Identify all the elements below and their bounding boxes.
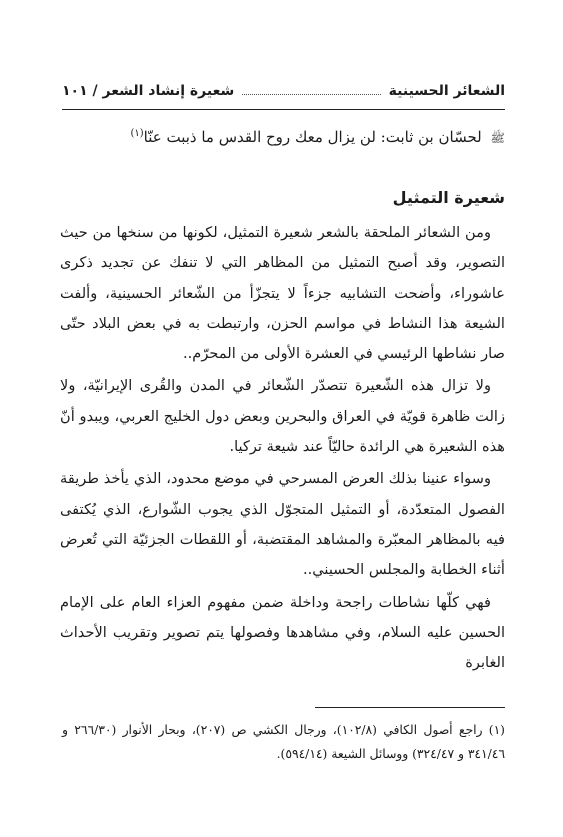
book-title: الشعائر الحسينية [388, 83, 505, 99]
quote-text: لحسّان بن ثابت: لن يزال معك روح القدس ما ذببت عنّا [143, 128, 482, 146]
salawat-honorific-icon: ﷺ [490, 131, 505, 145]
footnote-marker: (١) [130, 128, 144, 139]
paragraph: وسواء عنينا بذلك العرض المسرحي في موضع محدود، الذي يأخذ طريقة الفصول المتعدّدة، أو التمثيل المتجوّل الذي يجوب الشّوارع، الذي يُكتفى فيه بالمظاهر المعبّرة والمشاهد المقتضبة، أو اللقطات الجزئيّة التي تُعرض أثناء الخطابة والمجلس الحسيني.. [60, 470, 505, 579]
footnote-text: (١) راجع أصول الكافي (١٠٢/٨)، ورجال الكشي ص (٢٠٧)، وبحار الأنوار (٢٦٦/٣٠ و ٣٤١/٤٦ و ٣٢٤/٤٧) ووسائل الشيعة (٥٩٤/١٤). [62, 723, 505, 761]
footnote-separator [315, 707, 505, 708]
hadith-quote-line [60, 120, 505, 152]
section-heading: شعيرة التمثيل [392, 188, 505, 207]
header-dot-leader [242, 94, 380, 95]
footnote [62, 718, 505, 766]
running-header [62, 78, 505, 104]
paragraph: ومن الشعائر الملحقة بالشعر شعيرة التمثيل، لكونها من سنخها من حيث التصوير، وقد أصبح التمثيل من المظاهر التي لا تنفك عن تجديد ذكرى عاشوراء، وأضحت التشابيه جزءاً لا يتجزّأ من الشّعائر الحسينية، وألفت الشيعة هذا النشاط في مواسم الحزن، وارتبطت به في بعض البلاد حتّى صار نشاطها الرئيسي في العشرة الأولى من المحرّم.. [60, 224, 505, 363]
body-text [60, 218, 505, 678]
header-rule [62, 109, 505, 110]
chapter-title-page-number: شعيرة إنشاد الشعر / ١٠١ [62, 83, 235, 99]
paragraph: ولا تزال هذه الشّعيرة تتصدّر الشّعائر في المدن والقُرى الإيرانيّة، ولا زالت ظاهرة قويّة في العراق والبحرين وبعض دول الخليج العربي، ويبدو أنّ هذه الشعيرة هي الرائدة حاليّاً عند شيعة تركيا. [60, 377, 505, 456]
paragraph: فهي كلّها نشاطات راجحة وداخلة ضمن مفهوم العزاء العام على الإمام الحسين عليه السلام، وفي مشاهدها وفصولها يتم تصوير وتقريب الأحداث الغابرة [60, 593, 505, 672]
